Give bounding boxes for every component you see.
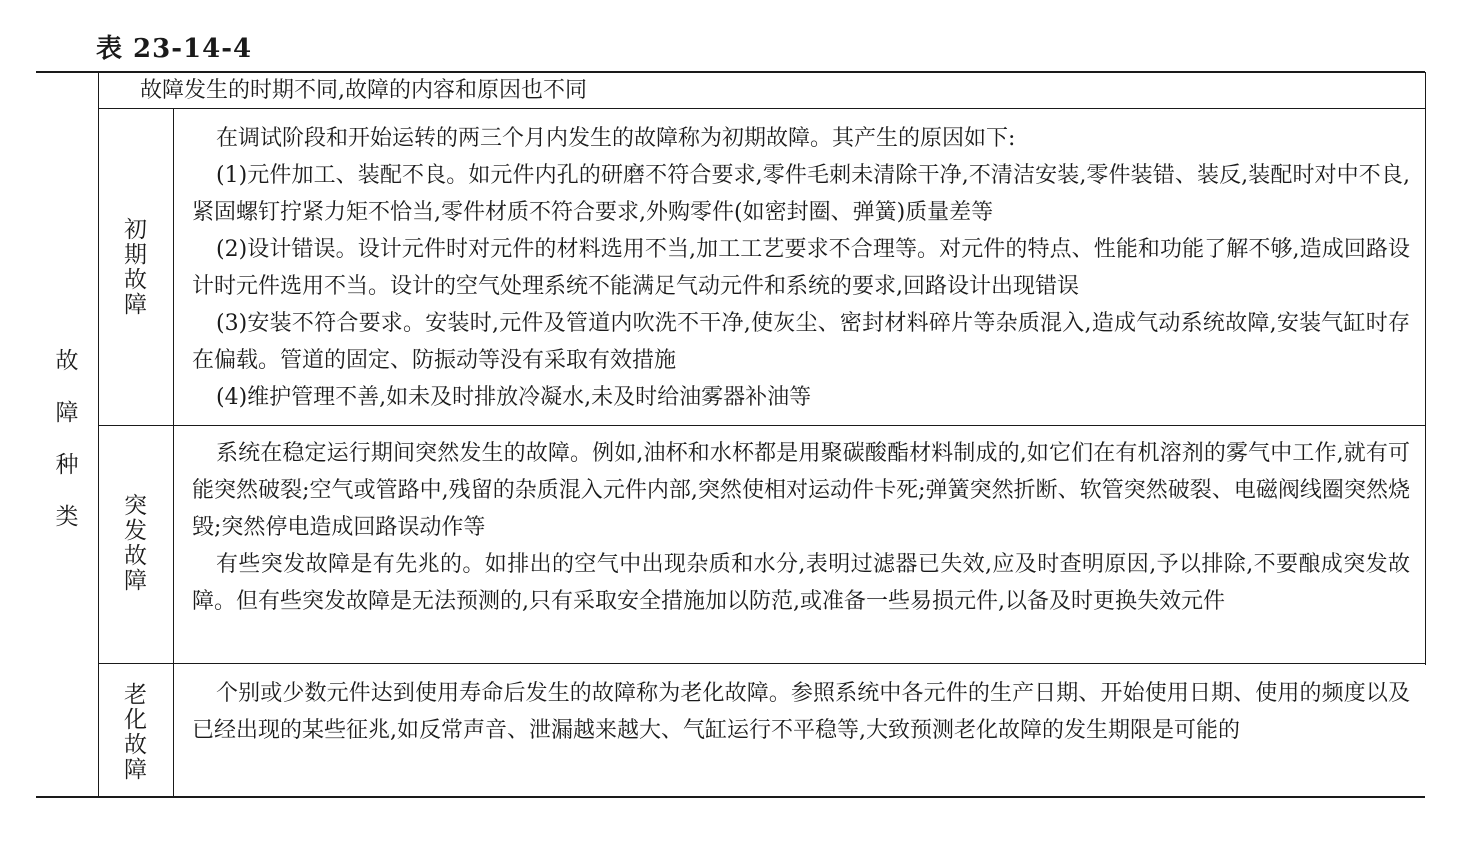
label-char: 突 bbox=[124, 493, 147, 519]
paragraph: 在调试阶段和开始运转的两三个月内发生的故障称为初期故障。其产生的原因如下: bbox=[216, 126, 1016, 151]
section-label-aging-fault bbox=[98, 683, 173, 783]
paragraph: 个别或少数元件达到使用寿命后发生的故障称为老化故障。参照系统中各元件的生产日期、开始使用日期、使用的频度以及已经出现的某些征兆,如反常声音、泄漏越来越大、气缸运行不平稳等,大致预测老化故障的发生期限是可能的 bbox=[192, 681, 1410, 743]
section-content-initial-fault bbox=[192, 120, 1410, 416]
paragraph: (1)元件加工、装配不良。如元件内孔的研磨不符合要求,零件毛刺未清除干净,不清洁安装,零件装错、装反,装配时对中不良,紧固螺钉拧紧力矩不恰当,零件材质不符合要求,外购零件(如密封圈、弹簧)质量差等 bbox=[192, 163, 1410, 225]
intro-text: 故障发生的时期不同,故障的内容和原因也不同 bbox=[140, 78, 587, 103]
paragraph: (4)维护管理不善,如未及时排放冷凝水,未及时给油雾器补油等 bbox=[216, 385, 812, 410]
label-char: 发 bbox=[124, 518, 147, 544]
table-right-edge bbox=[1425, 425, 1426, 665]
paragraph: (2)设计错误。设计元件时对元件的材料选用不当,加工工艺要求不合理等。对元件的特点、性能和功能了解不够,造成回路设计时元件选用不当。设计的空气处理系统不能满足气动元件和系统的要求,回路设计出现错误 bbox=[192, 237, 1410, 299]
category-char: 故 bbox=[55, 348, 79, 374]
label-char: 故 bbox=[124, 543, 147, 569]
table-right-edge bbox=[1425, 72, 1426, 425]
section-label-sudden-fault bbox=[98, 494, 173, 594]
label-char: 化 bbox=[124, 707, 147, 733]
category-char: 障 bbox=[55, 400, 79, 426]
category-char: 类 bbox=[55, 504, 79, 530]
row-divider-sudden bbox=[98, 663, 1425, 664]
paragraph: 有些突发故障是有先兆的。如排出的空气中出现杂质和水分,表明过滤器已失效,应及时查明原因,予以排除,不要酿成突发故障。但有些突发故障是无法预测的,只有采取安全措施加以防范,或准备一些易损元件,以备及时更换失效元件 bbox=[192, 552, 1410, 614]
label-char: 初 bbox=[124, 217, 147, 243]
row-divider-intro bbox=[98, 108, 1425, 109]
label-char: 老 bbox=[124, 682, 147, 708]
paragraph: 系统在稳定运行期间突然发生的故障。例如,油杯和水杯都是用聚碳酸酯材料制成的,如它们在有机溶剂的雾气中工作,就有可能突然破裂;空气或管路中,残留的杂质混入元件内部,突然使相对运动件卡死;弹簧突然折断、软管突然破裂、电磁阀线圈突然烧毁;突然停电造成回路误动作等 bbox=[192, 441, 1410, 540]
section-label-initial-fault bbox=[98, 218, 173, 318]
paragraph: (3)安装不符合要求。安装时,元件及管道内吹洗不干净,使灰尘、密封材料碎片等杂质混入,造成气动系统故障,安装气缸时存在偏载。管道的固定、防振动等没有采取有效措施 bbox=[192, 311, 1410, 373]
label-char: 故 bbox=[124, 732, 147, 758]
category-char: 种 bbox=[55, 452, 79, 478]
label-char: 期 bbox=[124, 242, 147, 268]
section-content-aging-fault bbox=[192, 675, 1410, 749]
label-char: 障 bbox=[124, 757, 147, 783]
table-title: 表 23-14-4 bbox=[96, 34, 253, 64]
row-divider-initial bbox=[98, 425, 1425, 426]
category-label bbox=[36, 335, 98, 543]
column-divider-section bbox=[173, 108, 174, 797]
label-char: 障 bbox=[124, 292, 147, 318]
label-char: 故 bbox=[124, 267, 147, 293]
label-char: 障 bbox=[124, 568, 147, 594]
section-content-sudden-fault bbox=[192, 435, 1410, 620]
